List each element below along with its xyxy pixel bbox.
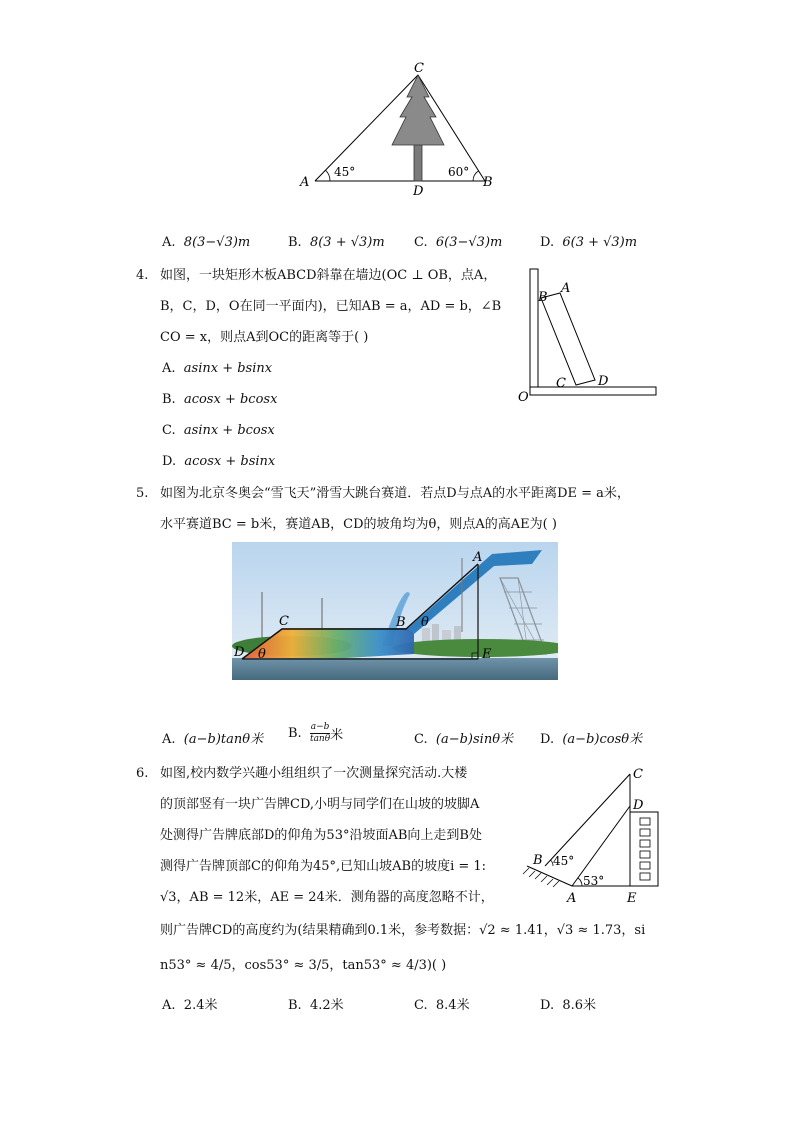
label-a: A bbox=[567, 891, 577, 906]
label-a: A bbox=[300, 175, 310, 190]
photo-label-b: B bbox=[396, 615, 406, 630]
q4-stem-line-1: 如图，一块矩形木板ABCD斜靠在墙边(OC ⊥ OB，点A， bbox=[160, 268, 497, 283]
angle-b-label: 60° bbox=[448, 165, 470, 179]
q3-choice-d[interactable]: D. 6(3 + √3)m bbox=[540, 235, 638, 250]
label-b: B bbox=[483, 175, 493, 190]
label-o: O bbox=[518, 390, 529, 405]
photo-label-a: A bbox=[473, 550, 483, 565]
q6-number: 6. bbox=[136, 766, 149, 781]
angle-53-label: 53° bbox=[583, 874, 605, 888]
q3-choice-b[interactable]: B. 8(3 + √3)m bbox=[288, 235, 385, 250]
label-d: D bbox=[633, 798, 644, 813]
tree-triangle-figure bbox=[290, 55, 510, 205]
q6-choice-d[interactable]: D. 8.6米 bbox=[540, 998, 597, 1013]
fraction-numerator: a−b bbox=[310, 722, 330, 732]
q4-stem-line-3: CO = x，则点A到OC的距离等于( ) bbox=[160, 330, 369, 345]
q4-choice-c[interactable]: C. asinx + bcosx bbox=[162, 423, 275, 438]
photo-label-e: E bbox=[482, 647, 492, 662]
q6-choice-c[interactable]: C. 8.4米 bbox=[414, 998, 470, 1013]
photo-label-c: C bbox=[279, 614, 289, 629]
photo-label-theta-top: θ bbox=[421, 615, 429, 630]
q4-choice-a[interactable]: A. asinx + bsinx bbox=[162, 361, 273, 376]
leaning-board-figure bbox=[510, 265, 670, 410]
photo-label-d: D bbox=[234, 645, 245, 660]
q6-stem-line-1: 如图,校内数学兴趣小组组织了一次测量探究活动.大楼 bbox=[160, 766, 468, 781]
q5-choice-b[interactable]: B. $\frac{a-b}{\tan\theta}$ 米 bbox=[288, 722, 344, 744]
q3-choice-a[interactable]: A. 8(3−√3)m bbox=[162, 235, 251, 250]
label-d: D bbox=[413, 184, 424, 199]
billboard-slope-figure bbox=[515, 762, 675, 910]
q4-stem-line-2: B，C，D，O在同一平面内)，已知AB = a，AD = b，∠B bbox=[160, 299, 502, 314]
q5-stem-line-2: 水平赛道BC = b米，赛道AB，CD的坡角均为θ，则点A的高AE为( ) bbox=[160, 517, 557, 532]
label-e: E bbox=[627, 891, 637, 906]
angle-45-label: 45° bbox=[553, 854, 575, 868]
q4-choice-d[interactable]: D. acosx + bsinx bbox=[162, 454, 276, 469]
q3-choice-c[interactable]: C. 6(3−√3)m bbox=[414, 235, 503, 250]
q6-stem-line-2: 的顶部竖有一块广告牌CD,小明与同学们在山坡的坡脚A bbox=[160, 797, 480, 812]
label-d: D bbox=[598, 374, 609, 389]
label-b: B bbox=[538, 290, 548, 305]
q5-number: 5. bbox=[136, 486, 149, 501]
q6-stem-line-5: √3，AB = 12米，AE = 24米．测角器的高度忽略不计， bbox=[160, 890, 494, 905]
q4-number: 4. bbox=[136, 268, 149, 283]
angle-a-label: 45° bbox=[334, 165, 356, 179]
label-c: C bbox=[414, 61, 424, 76]
label-a: A bbox=[561, 281, 571, 296]
photo-label-theta-bottom: θ bbox=[258, 647, 266, 662]
q6-choice-b[interactable]: B. 4.2米 bbox=[288, 998, 344, 1013]
label-b: B bbox=[533, 853, 543, 868]
q6-stem-line-4: 测得广告牌顶部C的仰角为45°,已知山坡AB的坡度i = 1: bbox=[160, 859, 487, 874]
fraction-denominator: tanθ bbox=[309, 734, 331, 744]
q5-choice-d[interactable]: D. (a−b)cosθ米 bbox=[540, 732, 643, 747]
q6-stem-line-7: n53° ≈ 4/5，cos53° ≈ 3/5，tan53° ≈ 4/3)( ) bbox=[160, 958, 447, 973]
q6-stem-line-3: 处测得广告牌底部D的仰角为53°沿坡面AB向上走到B处 bbox=[160, 828, 482, 843]
q5-stem-line-1: 如图为北京冬奥会“雪飞天”滑雪大跳台赛道．若点D与点A的水平距离DE = a米， bbox=[160, 486, 630, 501]
q4-choice-b[interactable]: B. acosx + bcosx bbox=[162, 392, 278, 407]
ski-jump-photo bbox=[232, 542, 558, 680]
q5-choice-c[interactable]: C. (a−b)sinθ米 bbox=[414, 732, 514, 747]
q6-choice-a[interactable]: A. 2.4米 bbox=[162, 998, 218, 1013]
label-c: C bbox=[556, 376, 566, 391]
q5-choice-a[interactable]: A. (a−b)tanθ米 bbox=[162, 732, 264, 747]
label-c: C bbox=[633, 767, 643, 782]
q6-stem-line-6: 则广告牌CD的高度约为(结果精确到0.1米，参考数据：√2 ≈ 1.41，√3 ≈ 1.73，si bbox=[160, 923, 646, 938]
